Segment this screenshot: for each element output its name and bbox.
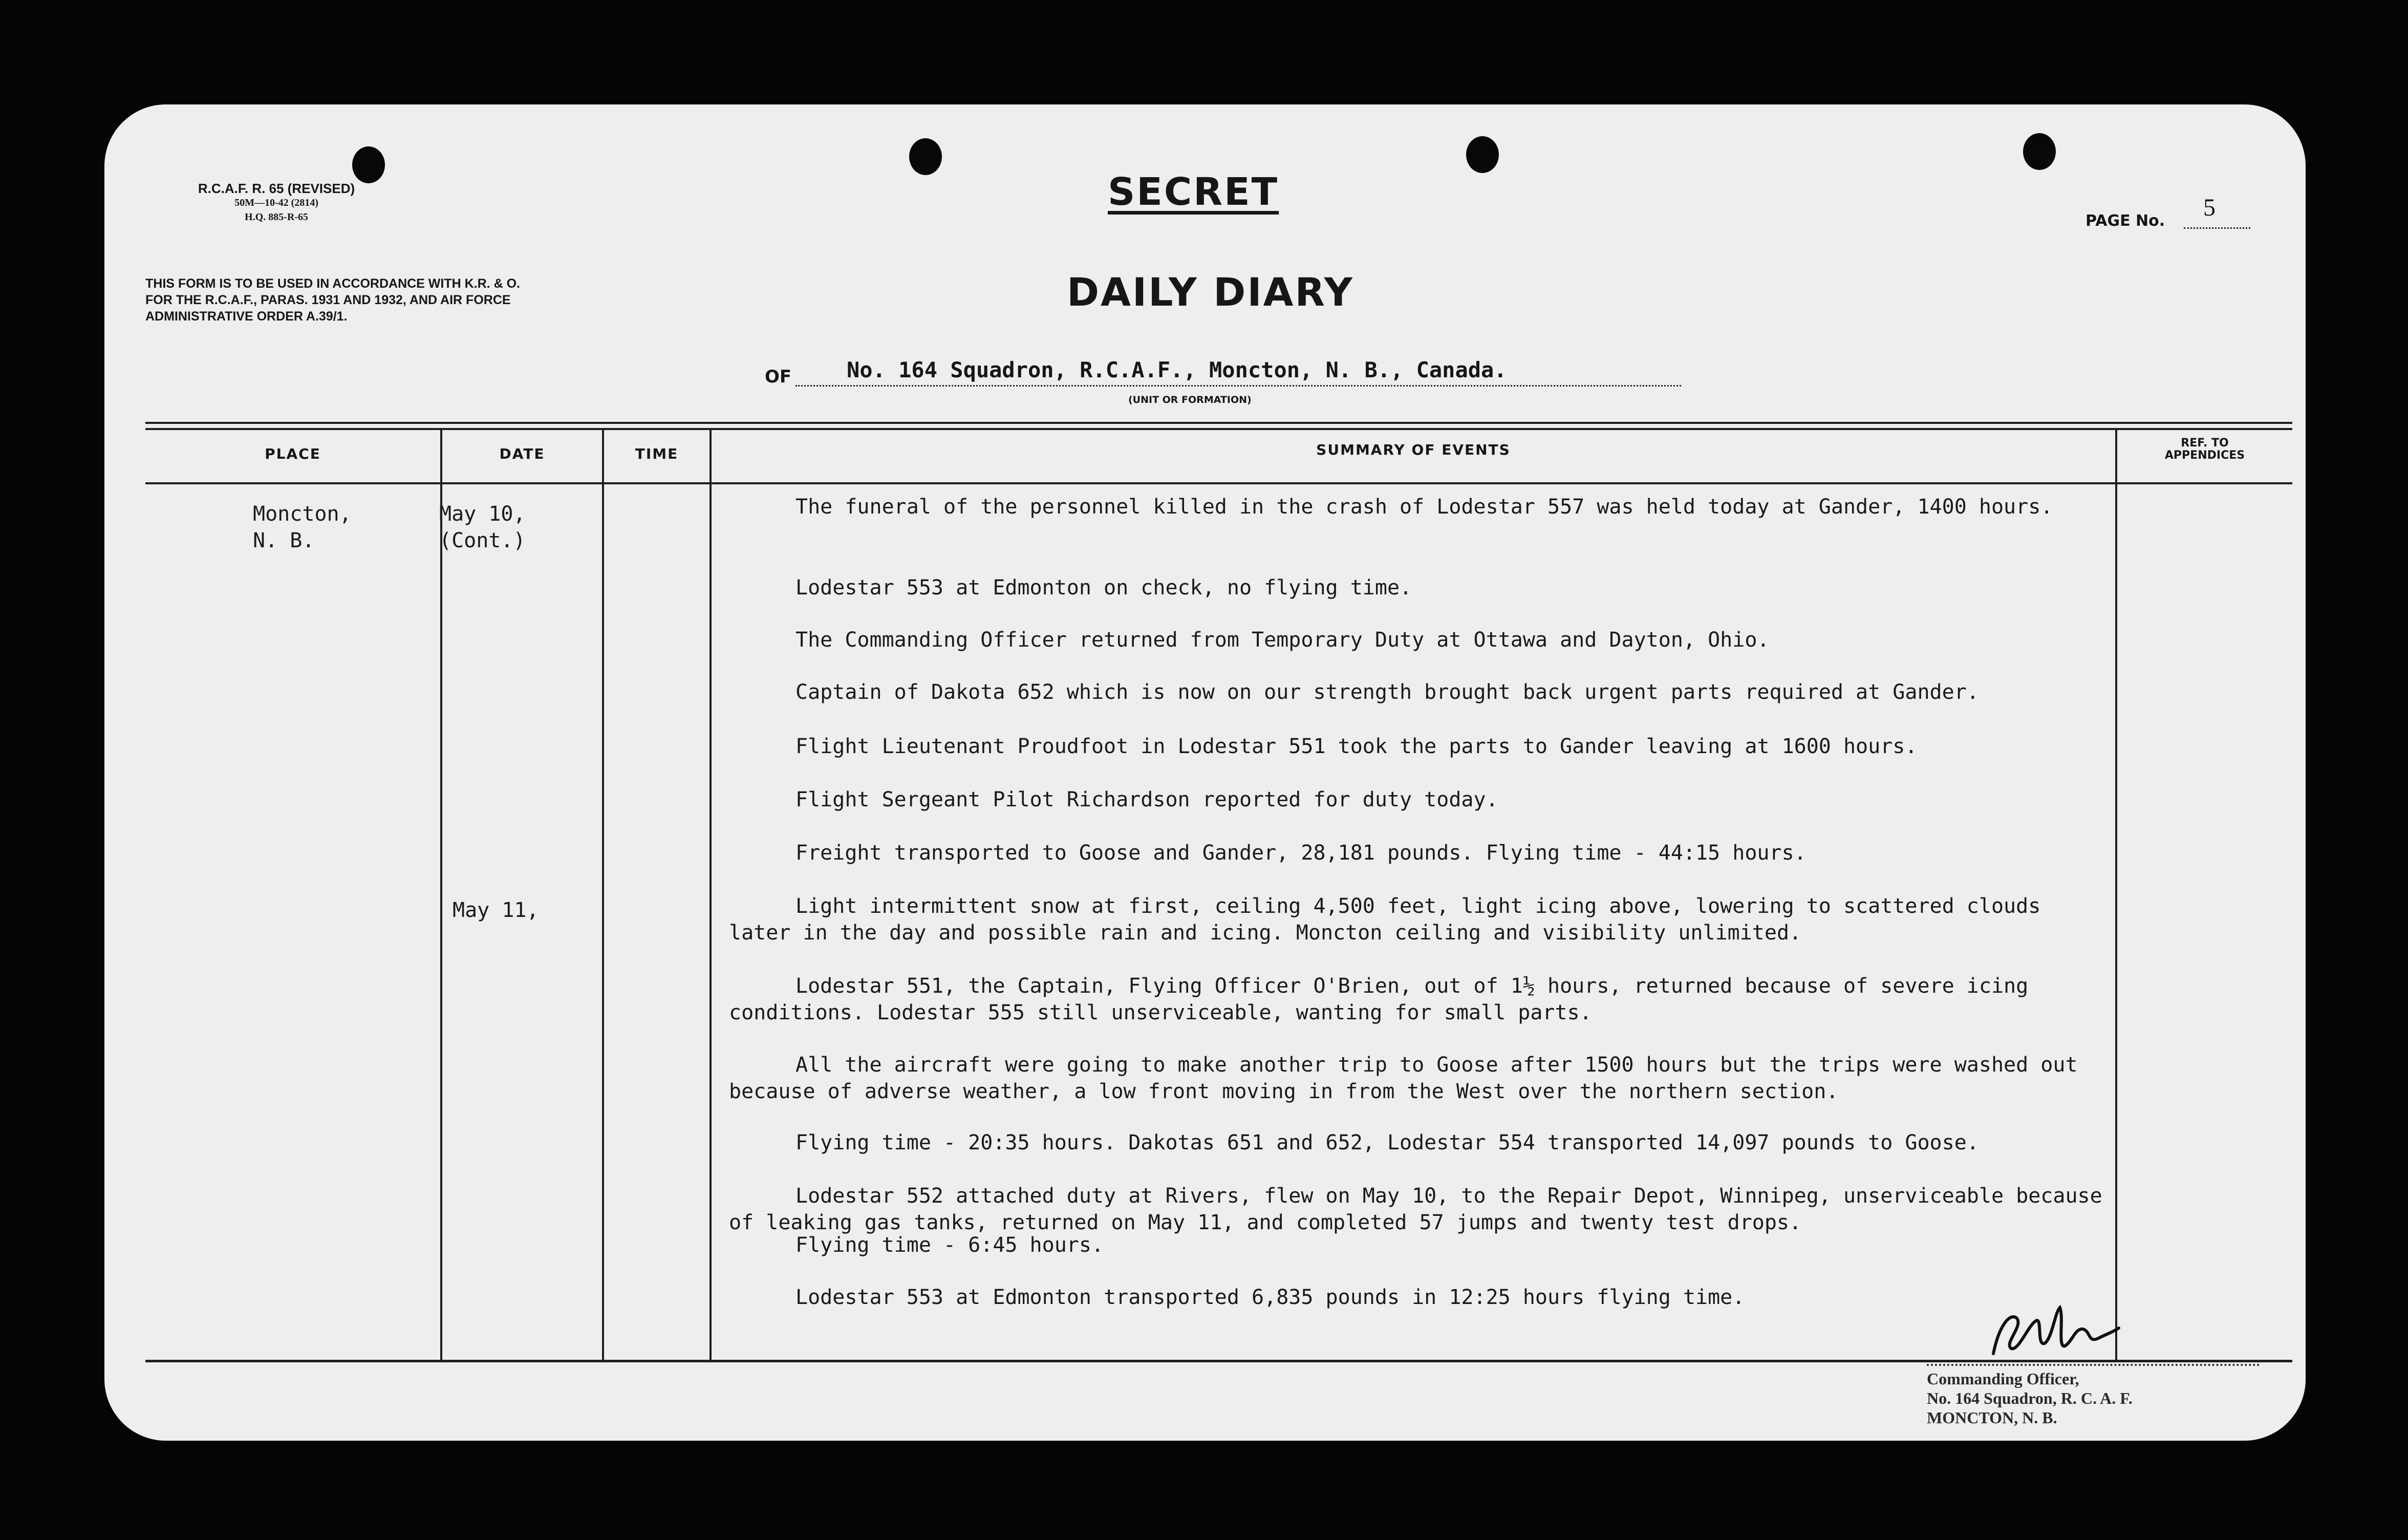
event-paragraph: [729, 679, 2111, 705]
header-rule: [145, 482, 2292, 484]
event-text: Flying time - 6:45 hours.: [795, 1233, 1104, 1257]
punch-hole: [2023, 133, 2056, 170]
date-line: (Cont.): [439, 529, 526, 552]
place-line: Moncton,: [253, 502, 352, 526]
stamp-line: MONCTON, N. B.: [1927, 1408, 2057, 1427]
table-top-rule: [145, 428, 2292, 430]
event-text: Flying time - 20:35 hours. Dakotas 651 and 652, Lodestar 554 transported 14,097 pounds to Goose.: [795, 1131, 1979, 1154]
column-header-place: PLACE: [265, 445, 321, 462]
column-header-date: DATE: [499, 445, 545, 462]
ref-header-line: REF. TO: [2181, 437, 2229, 450]
event-paragraph: [729, 973, 2111, 1026]
event-text: Lodestar 553 at Edmonton on check, no flying time.: [795, 576, 1412, 600]
form-identifier: [154, 181, 399, 224]
date-cell-may10: [439, 501, 526, 554]
of-label: OF: [765, 367, 792, 387]
event-paragraph: [729, 786, 2111, 813]
column-divider: [2115, 430, 2117, 1360]
page-label: PAGE No.: [2086, 212, 2165, 230]
column-divider: [602, 430, 604, 1360]
table-top-rule: [145, 422, 2292, 424]
punch-hole: [352, 146, 385, 183]
column-header-time: TIME: [635, 445, 679, 462]
unit-field: No. 164 Squadron, R.C.A.F., Moncton, N. B., Canada.: [847, 357, 1507, 382]
form-number: R.C.A.F. R. 65 (REVISED): [198, 181, 355, 196]
event-text: Lodestar 552 attached duty at Rivers, flew on May 10, to the Repair Depot, Winnipeg, unserviceable because of leaking gas tanks, returned on May 11, and completed 57 jumps and twenty test drops.: [729, 1184, 2102, 1234]
event-paragraph: [729, 627, 2111, 653]
punch-hole: [909, 138, 942, 175]
form-hq-code: H.Q. 885-R-65: [245, 211, 308, 223]
event-text: The funeral of the personnel killed in the crash of Lodestar 557 was held today at Gander, 1400 hours.: [795, 495, 2053, 519]
place-cell: [253, 501, 352, 554]
table-bottom-rule: [145, 1360, 2292, 1362]
page-number-line: [2184, 227, 2250, 229]
event-text: All the aircraft were going to make another trip to Goose after 1500 hours but the trips were washed out because of adverse weather, a low front moving in from the West over the northern section.: [729, 1053, 2078, 1103]
event-paragraph: [729, 494, 2111, 520]
event-paragraph: [729, 1052, 2111, 1105]
event-text: Light intermittent snow at first, ceiling 4,500 feet, light icing above, lowering to scattered clouds later in the day and possible rain and icing. Moncton ceiling and visibility unlimited.: [729, 894, 2041, 945]
page-number: 5: [2203, 194, 2216, 221]
diary-sheet: [104, 104, 2306, 1441]
date-line: May 10,: [439, 502, 526, 526]
ref-header-line: APPENDICES: [2164, 449, 2245, 462]
column-header-ref: [2117, 437, 2292, 462]
place-line: N. B.: [253, 529, 315, 552]
event-text: The Commanding Officer returned from Temporary Duty at Ottawa and Dayton, Ohio.: [795, 628, 1770, 652]
event-text: Flight Sergeant Pilot Richardson reported for duty today.: [795, 788, 1498, 811]
signature: [1988, 1297, 2121, 1364]
event-text: Captain of Dakota 652 which is now on our strength brought back urgent parts required at Gander.: [795, 680, 1979, 704]
unit-caption: (UNIT OR FORMATION): [1128, 394, 1252, 405]
event-paragraph: [729, 733, 2111, 760]
column-header-summary: SUMMARY OF EVENTS: [1316, 441, 1511, 458]
event-paragraph: [729, 1284, 2111, 1311]
event-paragraph: [729, 893, 2111, 946]
column-divider: [440, 430, 442, 1360]
column-divider: [709, 430, 712, 1360]
event-paragraph: [729, 574, 2111, 601]
punch-hole: [1466, 136, 1499, 173]
event-text: Lodestar 553 at Edmonton transported 6,835 pounds in 12:25 hours flying time.: [795, 1286, 1745, 1309]
stamp-line: Commanding Officer,: [1927, 1370, 2079, 1388]
page-title: DAILY DIARY: [1067, 269, 1354, 315]
classification-marking: SECRET: [1108, 170, 1279, 214]
form-print-code: 50M—10-42 (2814): [234, 197, 318, 208]
officer-stamp: [1927, 1369, 2133, 1427]
signature-line: [1927, 1364, 2260, 1366]
event-paragraph: [729, 1129, 2111, 1156]
date-cell-may11: May 11,: [453, 899, 539, 922]
event-text: Freight transported to Goose and Gander, 28,181 pounds. Flying time - 44:15 hours.: [795, 841, 1807, 865]
event-paragraph: [729, 840, 2111, 866]
form-instructions: THIS FORM IS TO BE USED IN ACCORDANCE WITH K.R. & O. FOR THE R.C.A.F., PARAS. 1931 AND 1932, AND AIR FORCE ADMINISTRATIVE ORDER A.39/1.: [145, 276, 520, 324]
event-text: Flight Lieutenant Proudfoot in Lodestar 551 took the parts to Gander leaving at 1600 hours.: [795, 735, 1918, 758]
event-text: Lodestar 551, the Captain, Flying Officer O'Brien, out of 1½ hours, returned because of severe icing conditions. Lodestar 555 still unserviceable, wanting for small parts.: [729, 974, 2029, 1024]
event-paragraph: [729, 1183, 2111, 1258]
unit-line: [795, 385, 1681, 387]
stamp-line: No. 164 Squadron, R. C. A. F.: [1927, 1389, 2133, 1407]
